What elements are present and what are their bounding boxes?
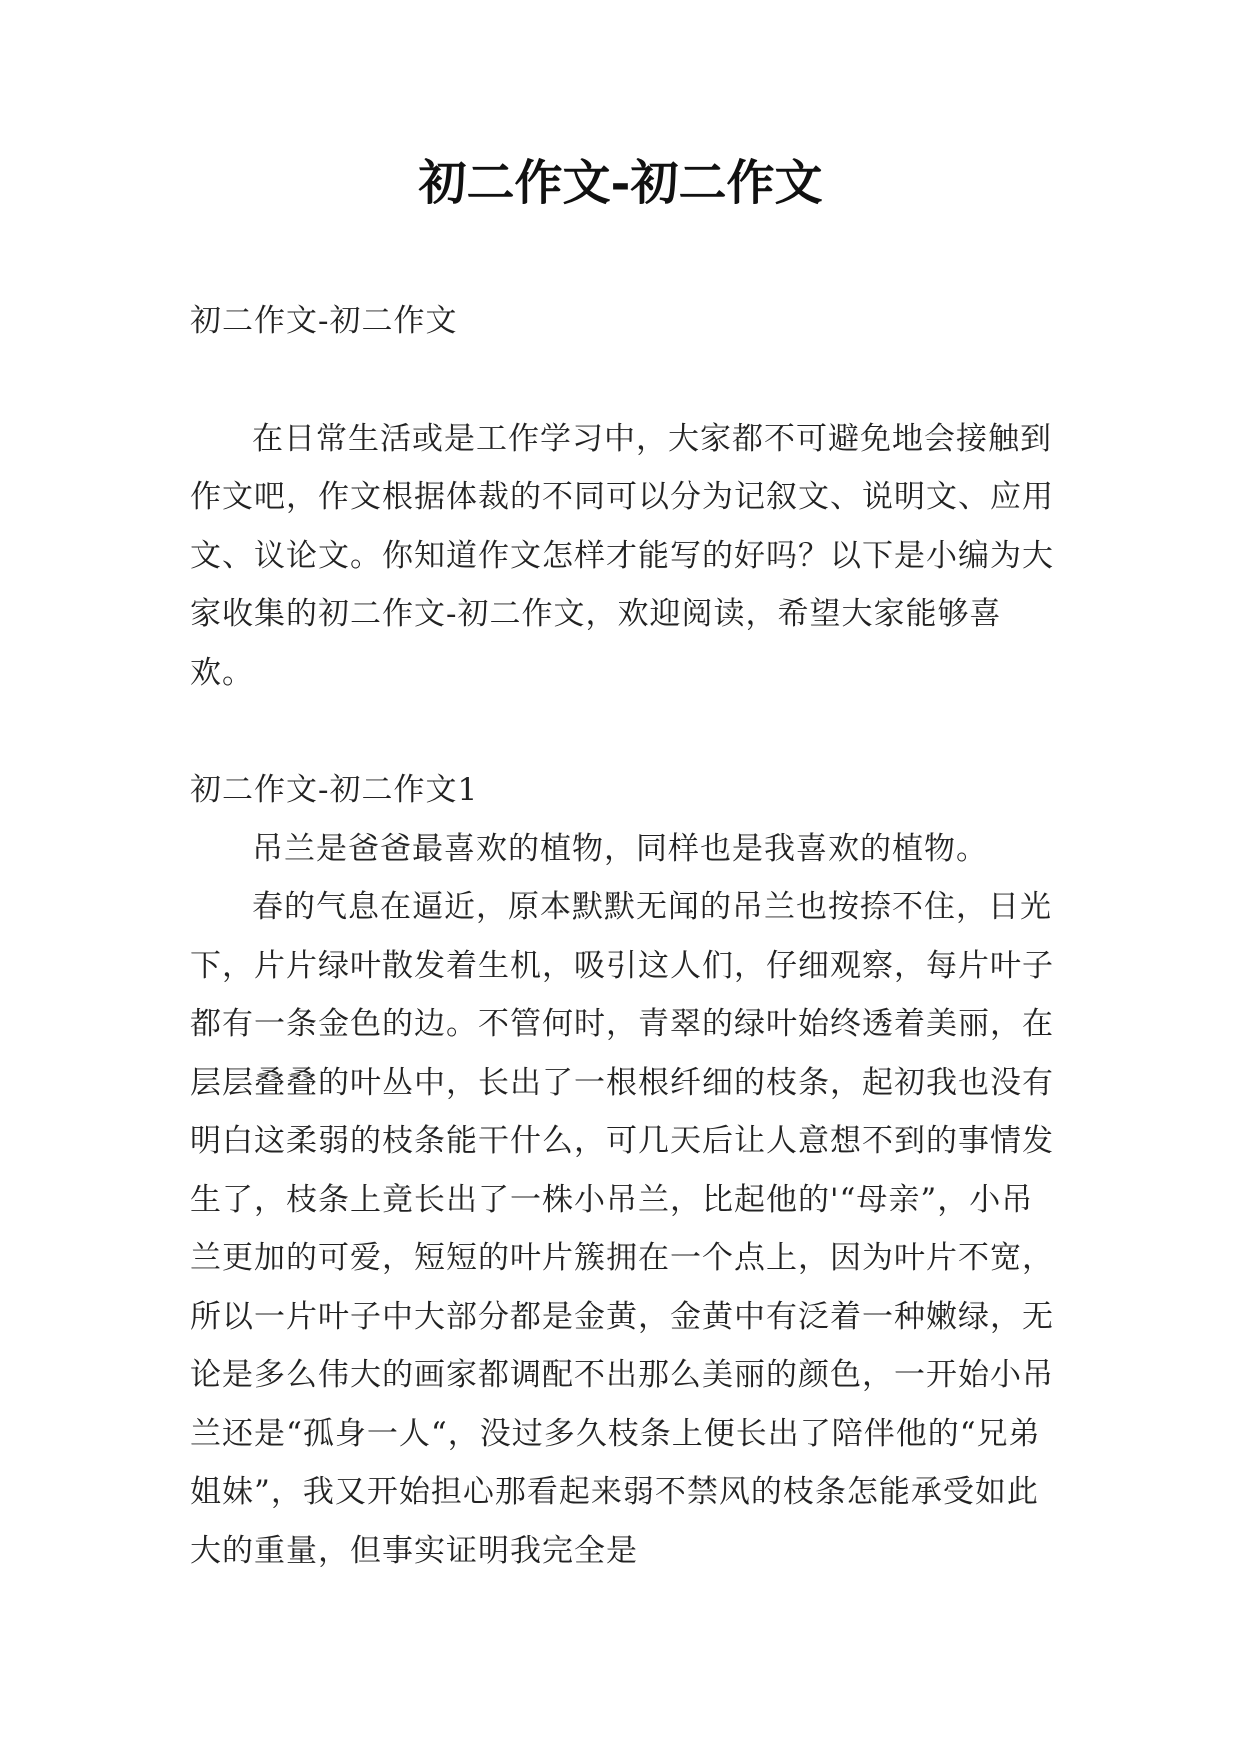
intro-paragraph: 在日常生活或是工作学习中，大家都不可避免地会接触到作文吧，作文根据体裁的不同可以分为记叙文、说明文、应用文、议论文。你知道作文怎样才能写的好吗？以下是小编为大家收集的初二作文-初二作文，欢迎阅读，希望大家能够喜欢。	[190, 420, 1054, 691]
document-title: 初二作文-初二作文	[418, 155, 823, 211]
document-subtitle: 初二作文-初二作文	[190, 303, 458, 339]
paragraph-gap	[190, 351, 1060, 410]
body-paragraph-1: 吊兰是爸爸最喜欢的植物，同样也是我喜欢的植物。	[252, 830, 988, 867]
body-paragraph-2: 春的气息在逼近，原本默默无闻的吊兰也按捺不住，日光下，片片绿叶散发着生机，吸引这人们，仔细观察，每片叶子都有一条金色的边。不管何时，青翠的绿叶始终透着美丽，在层层叠叠的叶丛中，长出了一根根纤细的枝条，起初我也没有明白这柔弱的枝条能干什么，可几天后让人意想不到的事情发生了，枝条上竟长出了一株小吊兰，比起他的'“母亲”，小吊兰更加的可爱，短短的叶片簇拥在一个点上，因为叶片不宽，所以一片叶子中大部分都是金黄，金黄中有泛着一种嫩绿，无论是多么伟大的画家都调配不出那么美丽的颜色，一开始小吊兰还是“孤身一人“，没过多久枝条上便长出了陪伴他的“兄弟姐妹”，我又开始担心那看起来弱不禁风的枝条怎能承受如此大的重量，但事实证明我完全是	[190, 889, 1054, 1569]
document-body	[190, 292, 1060, 1580]
section-heading: 初二作文-初二作文1	[190, 772, 479, 808]
paragraph-gap	[190, 702, 1060, 761]
